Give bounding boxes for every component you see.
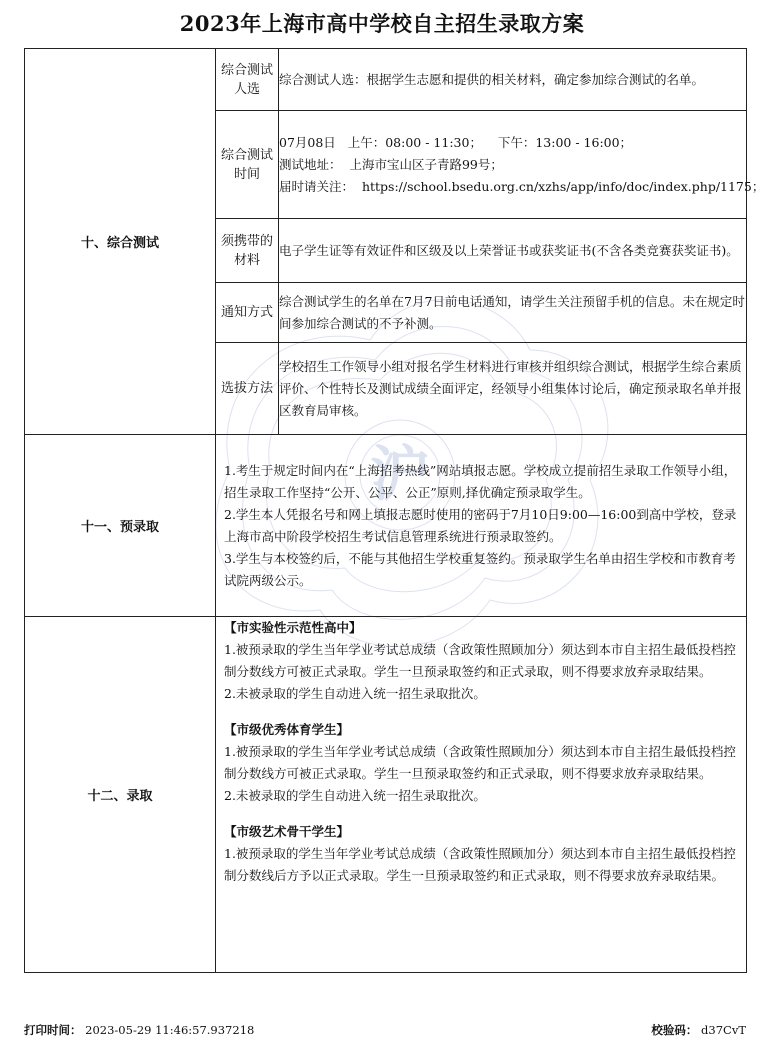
test-notice-link-text: 届时请关注： https://school.bsedu.org.cn/xzhs/app/info/doc/index.php/1175； — [279, 178, 764, 194]
row-content-selection — [279, 343, 747, 435]
row-label-candidates: 综合测试 人选 — [216, 49, 279, 111]
row-content-candidates — [279, 49, 747, 111]
print-time-label: 打印时间： — [24, 1023, 82, 1037]
selection-text: 学校招生工作领导小组对报名学生材料进行审核并组织综合测试，根据学生综合素质评价、个性特长及测试成绩全面评定，经领导小组集体讨论后，确定预录取名单并报区教育局审核。 — [279, 358, 742, 418]
verification-code — [651, 1022, 746, 1038]
pre-admission-item-2: 2.学生本人凭报名号和网上填报志愿时使用的密码于7月10日9:00—16:00到高中学校，登录上海市高中阶段学校招生考试信息管理系统进行预录取签约。 — [224, 506, 737, 544]
group-heading-arts: 【市级艺术骨干学生】 — [224, 824, 350, 839]
svg-text:沪: 沪 — [370, 440, 430, 510]
page-title: 2023年上海市高中学校自主招生录取方案 — [179, 11, 585, 36]
group-2-item-2: 2.未被录取的学生自动进入统一招生录取批次。 — [224, 788, 486, 803]
section-11-label: 十一、预录取 — [25, 435, 216, 617]
row-content-test-time — [279, 111, 764, 219]
group-2-item-1: 1.被预录取的学生当年学业考试总成绩（含政策性照顾加分）须达到本市自主招生最低投档控制分数线方可被正式录取。学生一旦预录取签约和正式录取，则不得要求放弃录取结果。 — [224, 744, 736, 781]
row-label-notification: 通知方式 — [216, 283, 279, 343]
test-time-text: 07月08日 上午：08:00 - 11:30； 下午：13:00 - 16:00； — [279, 134, 633, 150]
test-address-text: 测试地址： 上海市宝山区子青路99号； — [279, 156, 503, 172]
pre-admission-item-1: 1.考生于规定时间内在“上海招考热线”网站填报志愿。学校成立提前招生录取工作领导小组，招生录取工作坚持“公开、公平、公正”原则,择优确定预录取学生。 — [224, 462, 737, 500]
row-content-materials — [279, 219, 747, 283]
group-3-item-1: 1.被预录取的学生当年学业考试总成绩（含政策性照顾加分）须达到本市自主招生最低投档控制分数线后方予以正式录取。学生一旦预录取签约和正式录取，则不得要求放弃录取结果。 — [224, 846, 736, 883]
verification-code-label: 校验码： — [651, 1023, 698, 1037]
group-heading-sports: 【市级优秀体育学生】 — [224, 722, 350, 737]
section-12-label: 十二、录取 — [25, 617, 216, 973]
print-time — [24, 1022, 254, 1038]
admission-plan-table — [24, 48, 764, 973]
row-content-notification — [279, 283, 747, 343]
verification-code-value: d37CvT — [701, 1023, 746, 1037]
row-label-materials: 须携带的 材料 — [216, 219, 279, 283]
notification-text: 综合测试学生的名单在7月7日前电话通知，请学生关注预留手机的信息。未在规定时间参加综合测试的不予补测。 — [279, 293, 745, 331]
group-1-item-1: 1.被预录取的学生当年学业考试总成绩（含政策性照顾加分）须达到本市自主招生最低投档控制分数线方可被正式录取。学生一旦预录取签约和正式录取，则不得要求放弃录取结果。 — [224, 642, 736, 679]
group-1-item-2: 2.未被录取的学生自动进入统一招生录取批次。 — [224, 686, 486, 701]
section-12-content — [216, 617, 747, 973]
print-time-value: 2023-05-29 11:46:57.937218 — [85, 1023, 255, 1037]
section-11-content — [216, 435, 747, 617]
candidates-text: 综合测试人选：根据学生志愿和提供的相关材料，确定参加综合测试的名单。 — [279, 71, 705, 87]
materials-text: 电子学生证等有效证件和区级及以上荣誉证书或获奖证书(不含各类竞赛获奖证书)。 — [279, 242, 739, 258]
group-heading-experimental: 【市实验性示范性高中】 — [224, 620, 362, 635]
section-10-label: 十、综合测试 — [25, 49, 216, 435]
pre-admission-item-3: 3.学生与本校签约后，不能与其他招生学校重复签约。预录取学生名单由招生学校和市教育考试院两级公示。 — [224, 550, 736, 588]
row-label-test-time: 综合测试 时间 — [216, 111, 279, 219]
row-label-selection: 选拔方法 — [216, 343, 279, 435]
